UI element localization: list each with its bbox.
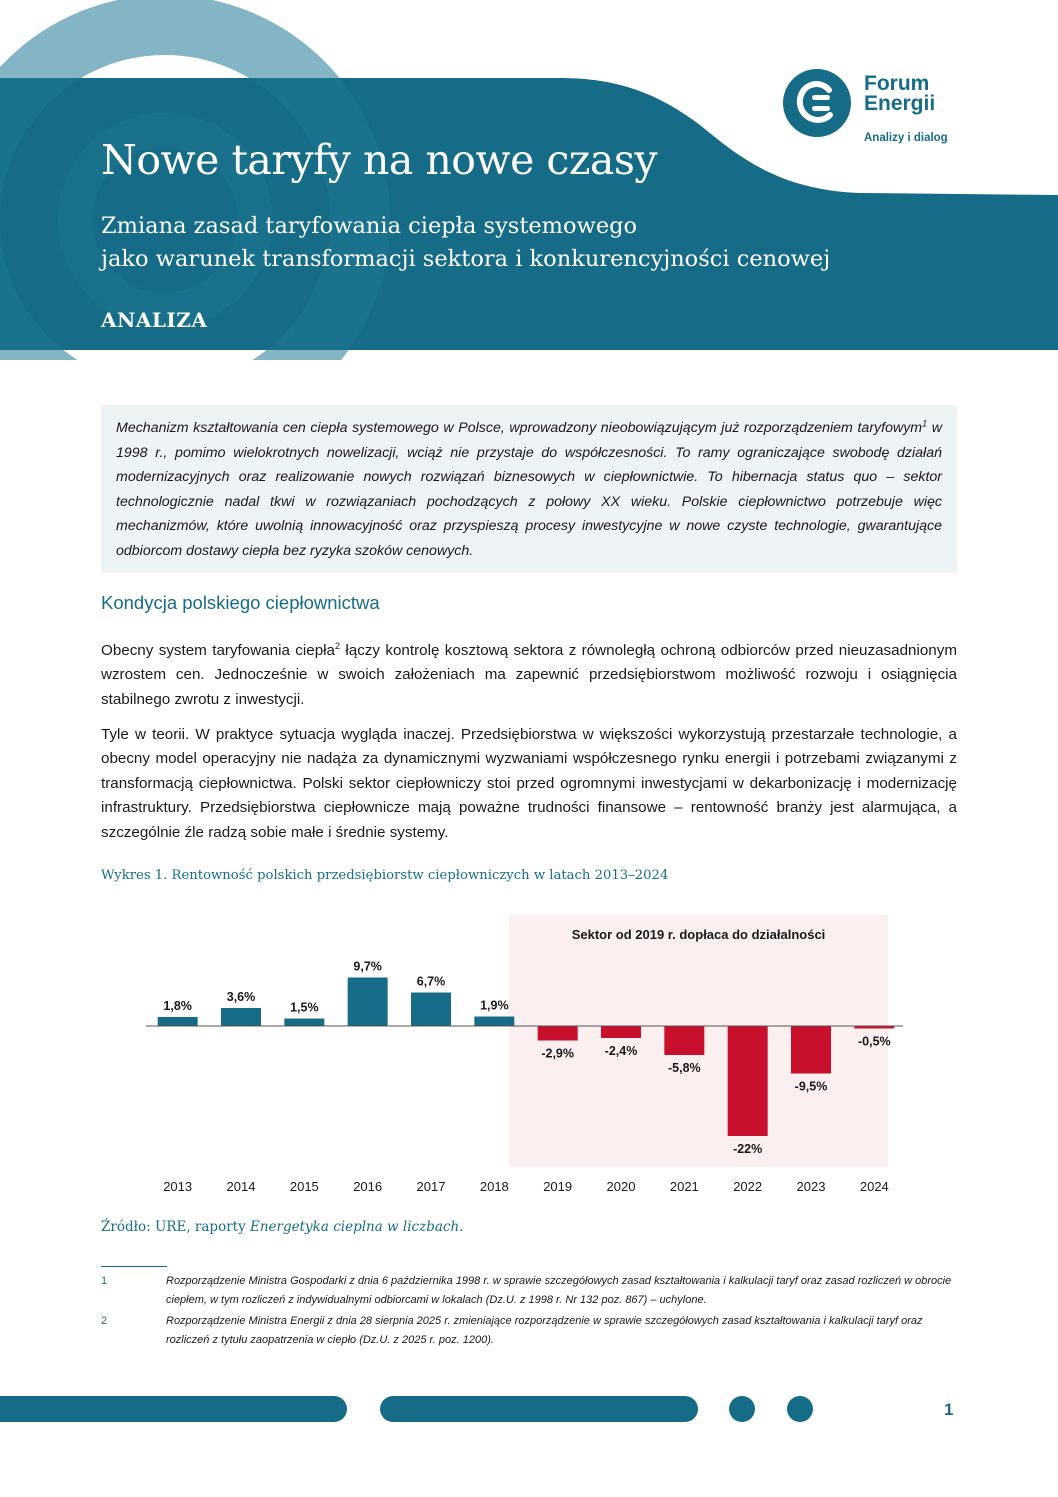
intro-text-b: w 1998 r., pomimo wielokrotnych nowelizacji, wciąż nie przystaje do współczesności. To ramy ograniczające swobodę działań modernizacyjnych oraz realizowanie nowych rozwiązań biznesowych w ciepłownictwie. To hibernacja status quo – sektor technologicznie nadal tkwi w rozwiązaniach pochodzących z połowy XX wieku. Polskie ciepłownictwo potrzebuje więc mechanizmów, które uwolnią innowacyjność oraz przyspieszą procesy inwestycyjne w nowe czyste technologie, gwarantujące odbiorcom dostawy ciepła bez ryzyka szoków cenowych. [116, 420, 942, 559]
intro-footnote-ref: 1 [922, 418, 928, 429]
bar-2020 [601, 1026, 641, 1038]
logo-name [864, 74, 935, 114]
page-title: Nowe taryfy na nowe czasy [101, 136, 658, 184]
bar-2022 [728, 1026, 768, 1136]
subtitle-line-1: Zmiana zasad taryfowania ciepła systemowego [101, 213, 638, 239]
x-tick-2018: 2018 [479, 1179, 509, 1194]
bar-2016 [348, 978, 388, 1027]
paragraph-1-footnote-ref: 2 [334, 640, 340, 651]
x-tick-2024: 2024 [859, 1179, 889, 1194]
x-tick-2020: 2020 [606, 1179, 636, 1194]
footnote-text: Rozporządzenie Ministra Gospodarki z dnia 6 października 1998 r. w sprawie szczegółowych zasad kształtowania i kalkulacji taryf oraz zasad rozliczeń w obrocie ciepłem, w tym rozliczeń z indywidualnymi odbiorcami w lokalach (Dz.U. z 1998 r. Nr 132 poz. 867) – uchylone. [166, 1275, 952, 1306]
data-label-2024: -0,5% [858, 1034, 891, 1049]
data-label-2020: -2,4% [604, 1044, 638, 1058]
logo-mark-icon [782, 68, 852, 138]
profitability-bar-chart [101, 905, 921, 1205]
paragraph-1 [101, 639, 957, 712]
x-tick-2015: 2015 [289, 1179, 319, 1194]
footnote-text: Rozporządzenie Ministra Energii z dnia 28 sierpnia 2025 r. zmieniające rozporządzenie w sprawie szczegółowych zasad kształtowania i kalkulacji taryf oraz rozliczeń z tytułu zaopatrzenia w ciepło (Dz.U. z 2025 r. poz. 1200). [166, 1315, 923, 1346]
source-prefix: Źródło: URE, raporty [101, 1219, 250, 1235]
forum-energii-logo [780, 64, 980, 154]
data-label-2014: 3,6% [226, 990, 256, 1004]
bar-2018 [474, 1017, 514, 1027]
x-tick-2021: 2021 [669, 1179, 699, 1194]
x-tick-2017: 2017 [416, 1179, 446, 1194]
paragraph-2: Tyle w teorii. W praktyce sytuacja wygląda inaczej. Przedsiębiorstwa w większości wykorzystują przestarzałe technologie, a obecny model operacyjny nie nadąża za dynamicznymi wyzwaniami współczesnego rynku energii i potrzebami związanymi z transformacją ciepłownictwa. Polski sektor ciepłowniczy stoi przed ogromnymi inwestycjami w dekarbonizację i modernizację infrastruktury. Przedsiębiorstwa ciepłownicze mają poważne trudności finansowe – rentowność branży jest alarmująca, a szczególnie źle radzą sobie małe i średnie systemy. [101, 726, 957, 841]
data-label-2015: 1,5% [290, 1000, 319, 1015]
chart-caption: Wykres 1. Rentowność polskich przedsiębiorstw ciepłowniczych w latach 2013–2024 [101, 868, 669, 883]
data-label-2017: 6,7% [416, 974, 446, 989]
logo-name-line-1: Forum [864, 72, 930, 95]
document-kind: ANALIZA [101, 308, 208, 332]
paragraph-1-text-a: Obecny system taryfowania ciepła [101, 642, 335, 659]
page-subtitle [101, 210, 901, 276]
bar-2013 [158, 1017, 198, 1026]
chart-source [101, 1219, 463, 1235]
data-label-2022: -22% [733, 1142, 763, 1156]
x-tick-2016: 2016 [353, 1179, 383, 1194]
data-label-2016: 9,7% [353, 959, 382, 974]
x-tick-2022: 2022 [733, 1179, 763, 1194]
data-label-2013: 1,8% [163, 999, 192, 1013]
intro-text-a: Mechanizm kształtowania cen ciepła systemowego w Polsce, wprowadzony nieobowiązującym już rozporządzeniem taryfowym [116, 420, 923, 436]
bar-2019 [538, 1026, 578, 1041]
section-heading: Kondycja polskiego ciepłownictwa [101, 592, 380, 613]
logo-name-line-2: Energii [864, 92, 936, 115]
chart-annotation: Sektor od 2019 r. dopłaca do działalności [571, 927, 826, 942]
bar-2021 [664, 1026, 704, 1055]
bar-2023 [791, 1026, 831, 1074]
footer-decoration [0, 1390, 1058, 1430]
paragraph-1-text-b: łączy kontrolę kosztową sektora z równoległą ochroną odbiorców przed nieuzasadnionym wzrostem cen. Jednocześnie w swoich założeniach ma zapewnić przedsiębiorstwom możliwość rozwoju i osiągnięcia stabilnego zwrotu z inwestycji. [101, 642, 957, 708]
data-label-2019: -2,9% [541, 1046, 574, 1061]
subtitle-line-2: jako warunek transformacji sektora i konkurencyjności cenowej [101, 246, 831, 272]
source-title: Energetyka cieplna w liczbach. [250, 1219, 464, 1235]
footnote-divider [101, 1266, 167, 1267]
footnote-number: 1 [101, 1275, 108, 1287]
data-label-2023: -9,5% [794, 1079, 828, 1094]
data-label-2018: 1,9% [480, 998, 509, 1013]
x-tick-2019: 2019 [543, 1179, 573, 1194]
x-tick-2014: 2014 [226, 1179, 256, 1194]
intro-summary [101, 405, 957, 573]
bar-2015 [284, 1019, 324, 1027]
footnote-number: 2 [101, 1315, 108, 1327]
page-number: 1 [944, 1400, 954, 1419]
logo-tagline: Analizy i dialog [864, 132, 948, 144]
bar-2017 [411, 993, 451, 1027]
data-label-2021: -5,8% [668, 1061, 701, 1075]
x-tick-2013: 2013 [163, 1179, 193, 1194]
x-tick-2023: 2023 [796, 1179, 826, 1194]
bar-2014 [221, 1008, 261, 1026]
